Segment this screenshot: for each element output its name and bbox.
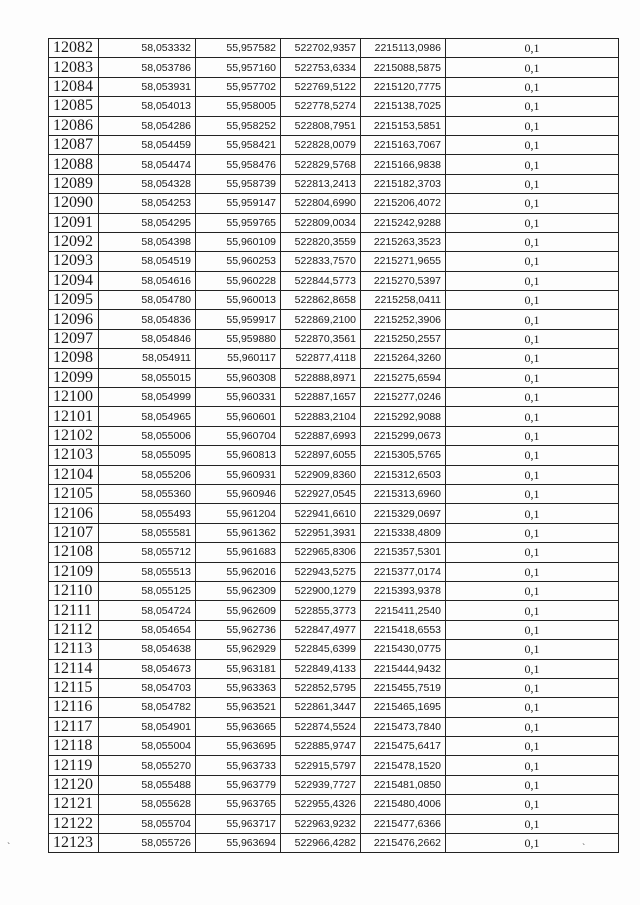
latitude-cell: 58,054846 [99, 329, 196, 348]
x-coordinate-cell: 522829,5768 [281, 155, 361, 174]
accuracy-cell: 0,1 [446, 562, 619, 581]
longitude-cell: 55,960109 [196, 232, 281, 251]
y-coordinate-cell: 2215444,9432 [361, 659, 446, 678]
table-row [49, 543, 619, 562]
accuracy-cell: 0,1 [446, 678, 619, 697]
latitude-cell: 58,054703 [99, 678, 196, 697]
latitude-cell: 58,055270 [99, 756, 196, 775]
x-coordinate-cell: 522941,6610 [281, 504, 361, 523]
longitude-cell: 55,958476 [196, 155, 281, 174]
accuracy-cell: 0,1 [446, 135, 619, 154]
y-coordinate-cell: 2215182,3703 [361, 174, 446, 193]
point-number: 12104 [49, 465, 99, 484]
accuracy-cell: 0,1 [446, 775, 619, 794]
accuracy-cell: 0,1 [446, 194, 619, 213]
latitude-cell: 58,055726 [99, 834, 196, 853]
y-coordinate-cell: 2215478,1520 [361, 756, 446, 775]
latitude-cell: 58,054901 [99, 717, 196, 736]
longitude-cell: 55,958421 [196, 135, 281, 154]
accuracy-cell: 0,1 [446, 39, 619, 58]
longitude-cell: 55,960013 [196, 291, 281, 310]
longitude-cell: 55,960331 [196, 388, 281, 407]
x-coordinate-cell: 522887,6993 [281, 426, 361, 445]
y-coordinate-cell: 2215153,5851 [361, 116, 446, 135]
accuracy-cell: 0,1 [446, 77, 619, 96]
longitude-cell: 55,957582 [196, 39, 281, 58]
y-coordinate-cell: 2215113,0986 [361, 39, 446, 58]
accuracy-cell: 0,1 [446, 368, 619, 387]
y-coordinate-cell: 2215299,0673 [361, 426, 446, 445]
longitude-cell: 55,958252 [196, 116, 281, 135]
x-coordinate-cell: 522862,8658 [281, 291, 361, 310]
y-coordinate-cell: 2215477,6366 [361, 814, 446, 833]
point-number: 12096 [49, 310, 99, 329]
point-number: 12100 [49, 388, 99, 407]
y-coordinate-cell: 2215206,4072 [361, 194, 446, 213]
latitude-cell: 58,054638 [99, 640, 196, 659]
x-coordinate-cell: 522828,0079 [281, 135, 361, 154]
longitude-cell: 55,958005 [196, 97, 281, 116]
y-coordinate-cell: 2215242,9288 [361, 213, 446, 232]
y-coordinate-cell: 2215263,3523 [361, 232, 446, 251]
accuracy-cell: 0,1 [446, 523, 619, 542]
accuracy-cell: 0,1 [446, 814, 619, 833]
x-coordinate-cell: 522966,4282 [281, 834, 361, 853]
longitude-cell: 55,962929 [196, 640, 281, 659]
table-row [49, 116, 619, 135]
point-number: 12118 [49, 737, 99, 756]
longitude-cell: 55,959765 [196, 213, 281, 232]
table-row [49, 329, 619, 348]
table-row [49, 232, 619, 251]
x-coordinate-cell: 522887,1657 [281, 388, 361, 407]
scan-speck: ` [7, 842, 11, 853]
table-row [49, 446, 619, 465]
y-coordinate-cell: 2215088,5875 [361, 58, 446, 77]
latitude-cell: 58,054328 [99, 174, 196, 193]
table-row [49, 271, 619, 290]
x-coordinate-cell: 522915,5797 [281, 756, 361, 775]
table-row [49, 291, 619, 310]
x-coordinate-cell: 522939,7727 [281, 775, 361, 794]
point-number: 12087 [49, 135, 99, 154]
x-coordinate-cell: 522844,5773 [281, 271, 361, 290]
table-row [49, 194, 619, 213]
latitude-cell: 58,054474 [99, 155, 196, 174]
x-coordinate-cell: 522804,6990 [281, 194, 361, 213]
longitude-cell: 55,960704 [196, 426, 281, 445]
latitude-cell: 58,054253 [99, 194, 196, 213]
accuracy-cell: 0,1 [446, 659, 619, 678]
x-coordinate-cell: 522874,5524 [281, 717, 361, 736]
longitude-cell: 55,960931 [196, 465, 281, 484]
latitude-cell: 58,054654 [99, 620, 196, 639]
accuracy-cell: 0,1 [446, 640, 619, 659]
y-coordinate-cell: 2215357,5301 [361, 543, 446, 562]
x-coordinate-cell: 522900,1279 [281, 581, 361, 600]
latitude-cell: 58,054616 [99, 271, 196, 290]
y-coordinate-cell: 2215163,7067 [361, 135, 446, 154]
y-coordinate-cell: 2215393,9378 [361, 581, 446, 600]
point-number: 12110 [49, 581, 99, 600]
longitude-cell: 55,961362 [196, 523, 281, 542]
accuracy-cell: 0,1 [446, 601, 619, 620]
accuracy-cell: 0,1 [446, 252, 619, 271]
latitude-cell: 58,055493 [99, 504, 196, 523]
table-row [49, 737, 619, 756]
accuracy-cell: 0,1 [446, 97, 619, 116]
x-coordinate-cell: 522897,6055 [281, 446, 361, 465]
point-number: 12099 [49, 368, 99, 387]
point-number: 12103 [49, 446, 99, 465]
latitude-cell: 58,055628 [99, 795, 196, 814]
table-row [49, 174, 619, 193]
accuracy-cell: 0,1 [446, 717, 619, 736]
point-number: 12085 [49, 97, 99, 116]
x-coordinate-cell: 522847,4977 [281, 620, 361, 639]
accuracy-cell: 0,1 [446, 737, 619, 756]
table-row [49, 155, 619, 174]
x-coordinate-cell: 522809,0034 [281, 213, 361, 232]
point-number: 12115 [49, 678, 99, 697]
y-coordinate-cell: 2215430,0775 [361, 640, 446, 659]
table-row [49, 77, 619, 96]
latitude-cell: 58,054965 [99, 407, 196, 426]
y-coordinate-cell: 2215418,6553 [361, 620, 446, 639]
table-row [49, 756, 619, 775]
table-row [49, 58, 619, 77]
x-coordinate-cell: 522951,3931 [281, 523, 361, 542]
accuracy-cell: 0,1 [446, 388, 619, 407]
y-coordinate-cell: 2215252,3906 [361, 310, 446, 329]
x-coordinate-cell: 522869,2100 [281, 310, 361, 329]
y-coordinate-cell: 2215475,6417 [361, 737, 446, 756]
y-coordinate-cell: 2215250,2557 [361, 329, 446, 348]
y-coordinate-cell: 2215455,7519 [361, 678, 446, 697]
x-coordinate-cell: 522820,3559 [281, 232, 361, 251]
accuracy-cell: 0,1 [446, 426, 619, 445]
table-row [49, 39, 619, 58]
table-row [49, 523, 619, 542]
accuracy-cell: 0,1 [446, 484, 619, 503]
x-coordinate-cell: 522883,2104 [281, 407, 361, 426]
y-coordinate-cell: 2215313,6960 [361, 484, 446, 503]
x-coordinate-cell: 522909,8360 [281, 465, 361, 484]
table-row [49, 659, 619, 678]
x-coordinate-cell: 522753,6334 [281, 58, 361, 77]
table-row [49, 213, 619, 232]
table-row [49, 581, 619, 600]
table-row [49, 407, 619, 426]
point-number: 12101 [49, 407, 99, 426]
x-coordinate-cell: 522778,5274 [281, 97, 361, 116]
longitude-cell: 55,963765 [196, 795, 281, 814]
accuracy-cell: 0,1 [446, 349, 619, 368]
longitude-cell: 55,963779 [196, 775, 281, 794]
accuracy-cell: 0,1 [446, 291, 619, 310]
table-row [49, 135, 619, 154]
y-coordinate-cell: 2215481,0850 [361, 775, 446, 794]
table-row [49, 717, 619, 736]
latitude-cell: 58,055006 [99, 426, 196, 445]
latitude-cell: 58,054724 [99, 601, 196, 620]
longitude-cell: 55,963717 [196, 814, 281, 833]
table-row [49, 426, 619, 445]
latitude-cell: 58,054519 [99, 252, 196, 271]
longitude-cell: 55,962309 [196, 581, 281, 600]
latitude-cell: 58,054782 [99, 698, 196, 717]
x-coordinate-cell: 522963,9232 [281, 814, 361, 833]
y-coordinate-cell: 2215411,2540 [361, 601, 446, 620]
x-coordinate-cell: 522965,8306 [281, 543, 361, 562]
point-number: 12106 [49, 504, 99, 523]
point-number: 12086 [49, 116, 99, 135]
accuracy-cell: 0,1 [446, 116, 619, 135]
longitude-cell: 55,961204 [196, 504, 281, 523]
accuracy-cell: 0,1 [446, 174, 619, 193]
accuracy-cell: 0,1 [446, 155, 619, 174]
latitude-cell: 58,055095 [99, 446, 196, 465]
longitude-cell: 55,960946 [196, 484, 281, 503]
accuracy-cell: 0,1 [446, 271, 619, 290]
y-coordinate-cell: 2215138,7025 [361, 97, 446, 116]
y-coordinate-cell: 2215292,9088 [361, 407, 446, 426]
x-coordinate-cell: 522833,7570 [281, 252, 361, 271]
table-row [49, 834, 619, 853]
x-coordinate-cell: 522702,9357 [281, 39, 361, 58]
accuracy-cell: 0,1 [446, 232, 619, 251]
accuracy-cell: 0,1 [446, 504, 619, 523]
y-coordinate-cell: 2215312,6503 [361, 465, 446, 484]
x-coordinate-cell: 522769,5122 [281, 77, 361, 96]
y-coordinate-cell: 2215166,9838 [361, 155, 446, 174]
point-number: 12084 [49, 77, 99, 96]
accuracy-cell: 0,1 [446, 310, 619, 329]
latitude-cell: 58,054459 [99, 135, 196, 154]
table-row [49, 388, 619, 407]
accuracy-cell: 0,1 [446, 213, 619, 232]
latitude-cell: 58,054673 [99, 659, 196, 678]
latitude-cell: 58,053332 [99, 39, 196, 58]
table-row [49, 698, 619, 717]
longitude-cell: 55,963665 [196, 717, 281, 736]
point-number: 12123 [49, 834, 99, 853]
table-row [49, 562, 619, 581]
point-number: 12097 [49, 329, 99, 348]
accuracy-cell: 0,1 [446, 465, 619, 484]
latitude-cell: 58,055704 [99, 814, 196, 833]
point-number: 12094 [49, 271, 99, 290]
longitude-cell: 55,960601 [196, 407, 281, 426]
point-number: 12116 [49, 698, 99, 717]
longitude-cell: 55,962016 [196, 562, 281, 581]
point-number: 12098 [49, 349, 99, 368]
longitude-cell: 55,958739 [196, 174, 281, 193]
latitude-cell: 58,054836 [99, 310, 196, 329]
point-number: 12121 [49, 795, 99, 814]
table-row [49, 484, 619, 503]
accuracy-cell: 0,1 [446, 329, 619, 348]
x-coordinate-cell: 522877,4118 [281, 349, 361, 368]
longitude-cell: 55,963363 [196, 678, 281, 697]
latitude-cell: 58,053786 [99, 58, 196, 77]
table-row [49, 368, 619, 387]
y-coordinate-cell: 2215329,0697 [361, 504, 446, 523]
x-coordinate-cell: 522845,6399 [281, 640, 361, 659]
y-coordinate-cell: 2215270,5397 [361, 271, 446, 290]
table-row [49, 678, 619, 697]
longitude-cell: 55,960308 [196, 368, 281, 387]
table-row [49, 814, 619, 833]
y-coordinate-cell: 2215275,6594 [361, 368, 446, 387]
point-number: 12120 [49, 775, 99, 794]
latitude-cell: 58,054999 [99, 388, 196, 407]
latitude-cell: 58,054398 [99, 232, 196, 251]
latitude-cell: 58,055360 [99, 484, 196, 503]
longitude-cell: 55,963733 [196, 756, 281, 775]
table-row [49, 775, 619, 794]
point-number: 12117 [49, 717, 99, 736]
point-number: 12113 [49, 640, 99, 659]
table-row [49, 310, 619, 329]
x-coordinate-cell: 522861,3447 [281, 698, 361, 717]
point-number: 12105 [49, 484, 99, 503]
accuracy-cell: 0,1 [446, 834, 619, 853]
point-number: 12102 [49, 426, 99, 445]
accuracy-cell: 0,1 [446, 58, 619, 77]
y-coordinate-cell: 2215258,0411 [361, 291, 446, 310]
y-coordinate-cell: 2215264,3260 [361, 349, 446, 368]
point-number: 12082 [49, 39, 99, 58]
latitude-cell: 58,055513 [99, 562, 196, 581]
point-number: 12122 [49, 814, 99, 833]
table-row [49, 504, 619, 523]
latitude-cell: 58,055581 [99, 523, 196, 542]
longitude-cell: 55,963521 [196, 698, 281, 717]
y-coordinate-cell: 2215120,7775 [361, 77, 446, 96]
latitude-cell: 58,054295 [99, 213, 196, 232]
longitude-cell: 55,963695 [196, 737, 281, 756]
point-number: 12091 [49, 213, 99, 232]
latitude-cell: 58,055206 [99, 465, 196, 484]
accuracy-cell: 0,1 [446, 698, 619, 717]
latitude-cell: 58,055712 [99, 543, 196, 562]
table-row [49, 349, 619, 368]
longitude-cell: 55,960228 [196, 271, 281, 290]
longitude-cell: 55,959147 [196, 194, 281, 213]
point-number: 12092 [49, 232, 99, 251]
longitude-cell: 55,957160 [196, 58, 281, 77]
point-number: 12109 [49, 562, 99, 581]
x-coordinate-cell: 522855,3773 [281, 601, 361, 620]
table-row [49, 640, 619, 659]
x-coordinate-cell: 522870,3561 [281, 329, 361, 348]
x-coordinate-cell: 522943,5275 [281, 562, 361, 581]
accuracy-cell: 0,1 [446, 756, 619, 775]
table-row [49, 465, 619, 484]
x-coordinate-cell: 522888,8971 [281, 368, 361, 387]
table-row [49, 620, 619, 639]
point-number: 12114 [49, 659, 99, 678]
y-coordinate-cell: 2215473,7840 [361, 717, 446, 736]
coordinates-table-body [49, 39, 619, 853]
latitude-cell: 58,054286 [99, 116, 196, 135]
table-row [49, 601, 619, 620]
longitude-cell: 55,959917 [196, 310, 281, 329]
longitude-cell: 55,963694 [196, 834, 281, 853]
longitude-cell: 55,962736 [196, 620, 281, 639]
point-number: 12083 [49, 58, 99, 77]
x-coordinate-cell: 522955,4326 [281, 795, 361, 814]
y-coordinate-cell: 2215480,4006 [361, 795, 446, 814]
longitude-cell: 55,962609 [196, 601, 281, 620]
y-coordinate-cell: 2215377,0174 [361, 562, 446, 581]
accuracy-cell: 0,1 [446, 795, 619, 814]
longitude-cell: 55,963181 [196, 659, 281, 678]
point-number: 12112 [49, 620, 99, 639]
table-row [49, 252, 619, 271]
y-coordinate-cell: 2215271,9655 [361, 252, 446, 271]
longitude-cell: 55,957702 [196, 77, 281, 96]
latitude-cell: 58,054911 [99, 349, 196, 368]
y-coordinate-cell: 2215338,4809 [361, 523, 446, 542]
point-number: 12090 [49, 194, 99, 213]
accuracy-cell: 0,1 [446, 620, 619, 639]
x-coordinate-cell: 522849,4133 [281, 659, 361, 678]
point-number: 12119 [49, 756, 99, 775]
coordinates-table [48, 38, 619, 853]
longitude-cell: 55,960253 [196, 252, 281, 271]
point-number: 12089 [49, 174, 99, 193]
y-coordinate-cell: 2215305,5765 [361, 446, 446, 465]
longitude-cell: 55,960117 [196, 349, 281, 368]
longitude-cell: 55,961683 [196, 543, 281, 562]
point-number: 12111 [49, 601, 99, 620]
x-coordinate-cell: 522927,0545 [281, 484, 361, 503]
point-number: 12093 [49, 252, 99, 271]
table-row [49, 97, 619, 116]
accuracy-cell: 0,1 [446, 543, 619, 562]
scan-speck: ` [582, 843, 586, 854]
longitude-cell: 55,960813 [196, 446, 281, 465]
accuracy-cell: 0,1 [446, 581, 619, 600]
table-row [49, 795, 619, 814]
x-coordinate-cell: 522885,9747 [281, 737, 361, 756]
point-number: 12107 [49, 523, 99, 542]
y-coordinate-cell: 2215476,2662 [361, 834, 446, 853]
x-coordinate-cell: 522808,7951 [281, 116, 361, 135]
latitude-cell: 58,054013 [99, 97, 196, 116]
latitude-cell: 58,055015 [99, 368, 196, 387]
point-number: 12095 [49, 291, 99, 310]
x-coordinate-cell: 522852,5795 [281, 678, 361, 697]
point-number: 12088 [49, 155, 99, 174]
accuracy-cell: 0,1 [446, 407, 619, 426]
latitude-cell: 58,055004 [99, 737, 196, 756]
point-number: 12108 [49, 543, 99, 562]
y-coordinate-cell: 2215277,0246 [361, 388, 446, 407]
x-coordinate-cell: 522813,2413 [281, 174, 361, 193]
y-coordinate-cell: 2215465,1695 [361, 698, 446, 717]
latitude-cell: 58,055488 [99, 775, 196, 794]
latitude-cell: 58,055125 [99, 581, 196, 600]
latitude-cell: 58,054780 [99, 291, 196, 310]
longitude-cell: 55,959880 [196, 329, 281, 348]
accuracy-cell: 0,1 [446, 446, 619, 465]
latitude-cell: 58,053931 [99, 77, 196, 96]
